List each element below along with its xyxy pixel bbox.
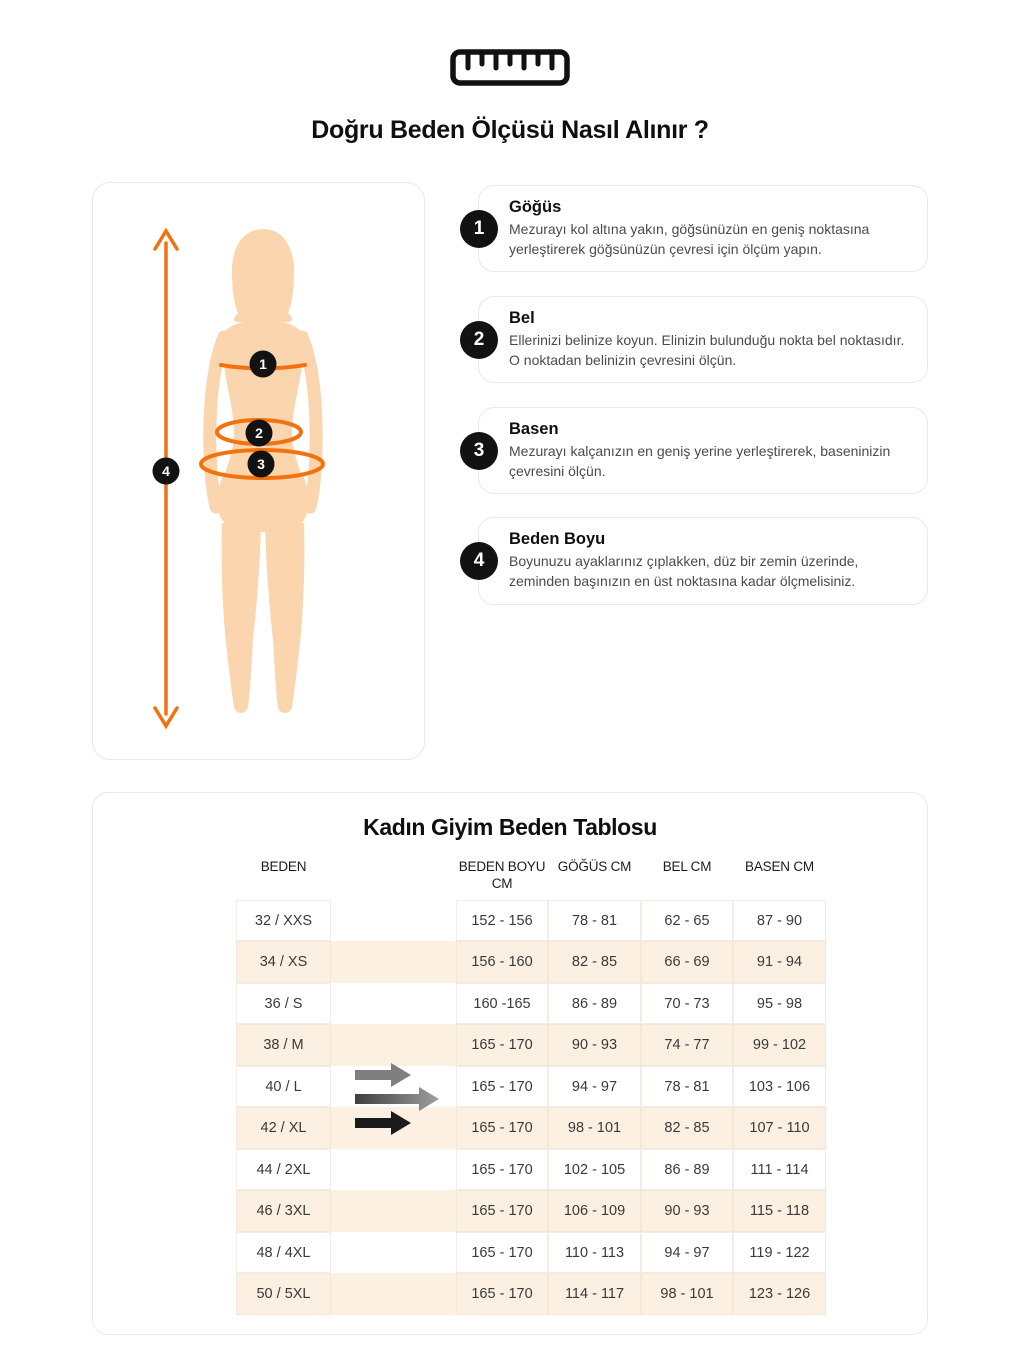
- hip-cell: 87 - 90: [733, 900, 826, 942]
- ruler-icon: [449, 48, 571, 88]
- size-cell: 34 / XS: [236, 941, 331, 983]
- instruction-card-beden-boyu: [473, 517, 928, 605]
- table-row: [236, 1066, 826, 1108]
- column-header-gogus: GÖĞÜS CM: [557, 859, 632, 874]
- table-row: [236, 1024, 826, 1066]
- waist-cell: 90 - 93: [641, 1190, 733, 1232]
- row-spacer: [331, 1149, 456, 1191]
- hip-cell: 99 - 102: [733, 1024, 826, 1066]
- height-cell: 152 - 156: [456, 900, 548, 942]
- hip-cell: 103 - 106: [733, 1066, 826, 1108]
- size-cell: 38 / M: [236, 1024, 331, 1066]
- table-row: [236, 900, 826, 942]
- instruction-card-basen: [473, 407, 928, 494]
- row-spacer: [331, 900, 456, 942]
- chest-cell: 98 - 101: [548, 1107, 641, 1149]
- size-table: [236, 855, 826, 1315]
- column-header-basen: BASEN CM: [745, 859, 814, 874]
- instruction-card-gogus: [473, 185, 928, 272]
- height-cell: 165 - 170: [456, 1024, 548, 1066]
- table-row: [236, 1273, 826, 1315]
- hip-cell: 111 - 114: [733, 1149, 826, 1191]
- instruction-card-bel: [473, 296, 928, 383]
- hip-cell: 123 - 126: [733, 1273, 826, 1315]
- height-cell: 165 - 170: [456, 1066, 548, 1108]
- column-header-bel: BEL CM: [662, 859, 712, 874]
- hip-cell: 107 - 110: [733, 1107, 826, 1149]
- size-cell: 32 / XXS: [236, 900, 331, 942]
- size-cell: 46 / 3XL: [236, 1190, 331, 1232]
- ruler-icon-wrap: [0, 48, 1020, 93]
- height-cell: 165 - 170: [456, 1232, 548, 1274]
- waist-cell: 78 - 81: [641, 1066, 733, 1108]
- size-cell: 36 / S: [236, 983, 331, 1025]
- header-spacer: [331, 855, 456, 863]
- size-table-title: Kadın Giyim Beden Tablosu: [363, 814, 657, 840]
- chest-cell: 114 - 117: [548, 1273, 641, 1315]
- hip-cell: 91 - 94: [733, 941, 826, 983]
- step-number-badge: 4: [460, 542, 498, 580]
- step-number-badge: 3: [460, 432, 498, 470]
- height-cell: 156 - 160: [456, 941, 548, 983]
- row-spacer: [331, 1190, 456, 1232]
- instruction-title: Bel: [509, 308, 535, 327]
- chest-cell: 106 - 109: [548, 1190, 641, 1232]
- marker-badge-4: [153, 458, 180, 485]
- marker-badge-2: [246, 420, 273, 447]
- size-cell: 48 / 4XL: [236, 1232, 331, 1274]
- instruction-title: Göğüs: [509, 197, 562, 216]
- waist-cell: 94 - 97: [641, 1232, 733, 1274]
- instruction-text: Mezurayı kalçanızın en geniş yerine yerleştirerek, baseninizin çevresini ölçün.: [509, 442, 891, 479]
- chest-cell: 94 - 97: [548, 1066, 641, 1108]
- size-table-card: [92, 792, 928, 1335]
- height-cell: 160 -165: [456, 983, 548, 1025]
- row-spacer: [331, 1273, 456, 1315]
- step-number-badge: 1: [460, 210, 498, 248]
- size-cell: 44 / 2XL: [236, 1149, 331, 1191]
- hip-cell: 119 - 122: [733, 1232, 826, 1274]
- height-cell: 165 - 170: [456, 1273, 548, 1315]
- table-row: [236, 1190, 826, 1232]
- table-row: [236, 1107, 826, 1149]
- marker-badge-1: [250, 351, 277, 378]
- waist-cell: 66 - 69: [641, 941, 733, 983]
- svg-text:1: 1: [259, 356, 267, 372]
- waist-cell: 86 - 89: [641, 1149, 733, 1191]
- size-cell: 40 / L: [236, 1066, 331, 1108]
- body-measurement-figure-card: [92, 182, 425, 760]
- row-spacer: [331, 983, 456, 1025]
- chest-cell: 82 - 85: [548, 941, 641, 983]
- instruction-text: Mezurayı kol altına yakın, göğsünüzün en geniş noktasına yerleştirerek göğsünüzün çevresi için ölçüm yapın.: [509, 220, 870, 257]
- row-spacer: [331, 1024, 456, 1066]
- triple-arrow-icon: [353, 1061, 447, 1137]
- size-table-header: [236, 855, 826, 897]
- height-cell: 165 - 170: [456, 1149, 548, 1191]
- table-row: [236, 1149, 826, 1191]
- page-title: Doğru Beden Ölçüsü Nasıl Alınır ?: [311, 116, 709, 144]
- waist-cell: 82 - 85: [641, 1107, 733, 1149]
- chest-cell: 102 - 105: [548, 1149, 641, 1191]
- waist-cell: 62 - 65: [641, 900, 733, 942]
- chest-cell: 90 - 93: [548, 1024, 641, 1066]
- step-number-badge: 2: [460, 321, 498, 359]
- instruction-title: Basen: [509, 419, 559, 438]
- size-cell: 50 / 5XL: [236, 1273, 331, 1315]
- hip-cell: 95 - 98: [733, 983, 826, 1025]
- chest-cell: 86 - 89: [548, 983, 641, 1025]
- size-cell: 42 / XL: [236, 1107, 331, 1149]
- waist-cell: 70 - 73: [641, 983, 733, 1025]
- chest-cell: 110 - 113: [548, 1232, 641, 1274]
- chest-cell: 78 - 81: [548, 900, 641, 942]
- svg-text:3: 3: [257, 456, 265, 472]
- height-cell: 165 - 170: [456, 1107, 548, 1149]
- instruction-text: Ellerinizi belinize koyun. Elinizin bulunduğu nokta bel noktasıdır. O noktadan belinizin çevresini ölçün.: [509, 331, 905, 368]
- waist-cell: 98 - 101: [641, 1273, 733, 1315]
- svg-text:4: 4: [162, 463, 170, 479]
- marker-badge-3: [248, 451, 275, 478]
- body-silhouette-figure: [93, 183, 424, 759]
- height-cell: 165 - 170: [456, 1190, 548, 1232]
- hip-cell: 115 - 118: [733, 1190, 826, 1232]
- instruction-text: Boyunuzu ayaklarınız çıplakken, düz bir zemin üzerinde, zeminden başınızın en üst noktasına kadar ölçmelisiniz.: [509, 553, 859, 589]
- instruction-title: Beden Boyu: [509, 530, 606, 549]
- row-spacer: [331, 1232, 456, 1274]
- waist-cell: 74 - 77: [641, 1024, 733, 1066]
- table-row: [236, 941, 826, 983]
- svg-text:2: 2: [255, 425, 263, 441]
- row-spacer: [331, 941, 456, 983]
- table-row: [236, 1232, 826, 1274]
- column-header-beden-boyu: BEDEN BOYU CM: [458, 859, 546, 891]
- column-header-beden: BEDEN: [260, 859, 307, 874]
- arrows-icon-wrap: [353, 1061, 447, 1142]
- table-row: [236, 983, 826, 1025]
